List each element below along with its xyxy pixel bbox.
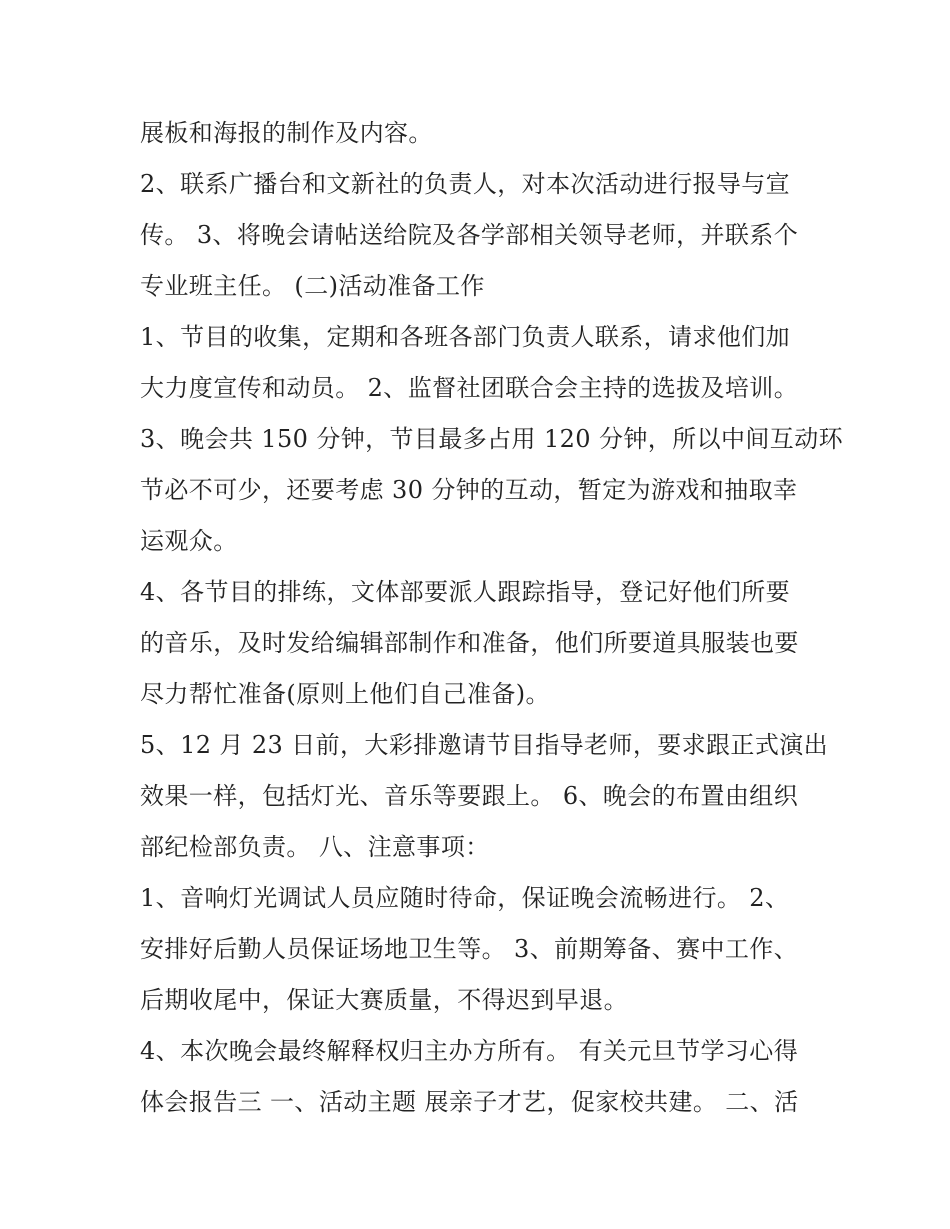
text-line: 展板和海报的制作及内容。	[140, 119, 433, 147]
text-line: 专业班主任。 (二)活动准备工作	[140, 272, 485, 300]
text-line: 节必不可少，还要考虑 30 分钟的互动，暂定为游戏和抽取幸	[140, 476, 798, 504]
text-line: 3、晚会共 150 分钟，节目最多占用 120 分钟，所以中间互动环	[140, 425, 844, 453]
body-text	[140, 108, 844, 1128]
text-line: 2、联系广播台和文新社的负责人，对本次活动进行报导与宣	[140, 170, 791, 198]
text-line: 1、音响灯光调试人员应随时待命，保证晚会流畅进行。 2、	[140, 884, 790, 912]
text-line: 体会报告三 一、活动主题 展亲子才艺，促家校共建。 二、活	[140, 1088, 799, 1116]
text-line: 5、12 月 23 日前，大彩排邀请节目指导老师，要求跟正式演出	[140, 731, 829, 759]
text-line: 效果一样，包括灯光、音乐等要跟上。 6、晚会的布置由组织	[140, 782, 799, 810]
text-line: 尽力帮忙准备(原则上他们自己准备)。	[140, 680, 550, 708]
text-line: 4、本次晚会最终解释权归主办方所有。 有关元旦节学习心得	[140, 1037, 799, 1065]
text-line: 4、各节目的排练，文体部要派人跟踪指导，登记好他们所要	[140, 578, 791, 606]
text-line: 传。 3、将晚会请帖送给院及各学部相关领导老师，并联系个	[140, 221, 799, 249]
text-line: 的音乐，及时发给编辑部制作和准备，他们所要道具服装也要	[140, 629, 799, 657]
text-line: 后期收尾中，保证大赛质量，不得迟到早退。	[140, 986, 628, 1014]
text-line: 安排好后勤人员保证场地卫生等。 3、前期筹备、赛中工作、	[140, 935, 799, 963]
text-line: 1、节目的收集，定期和各班各部门负责人联系，请求他们加	[140, 323, 791, 351]
text-line: 运观众。	[140, 527, 238, 555]
text-line: 大力度宣传和动员。 2、监督社团联合会主持的选拔及培训。	[140, 374, 799, 402]
text-line: 部纪检部负责。 八、注意事项：	[140, 833, 490, 861]
